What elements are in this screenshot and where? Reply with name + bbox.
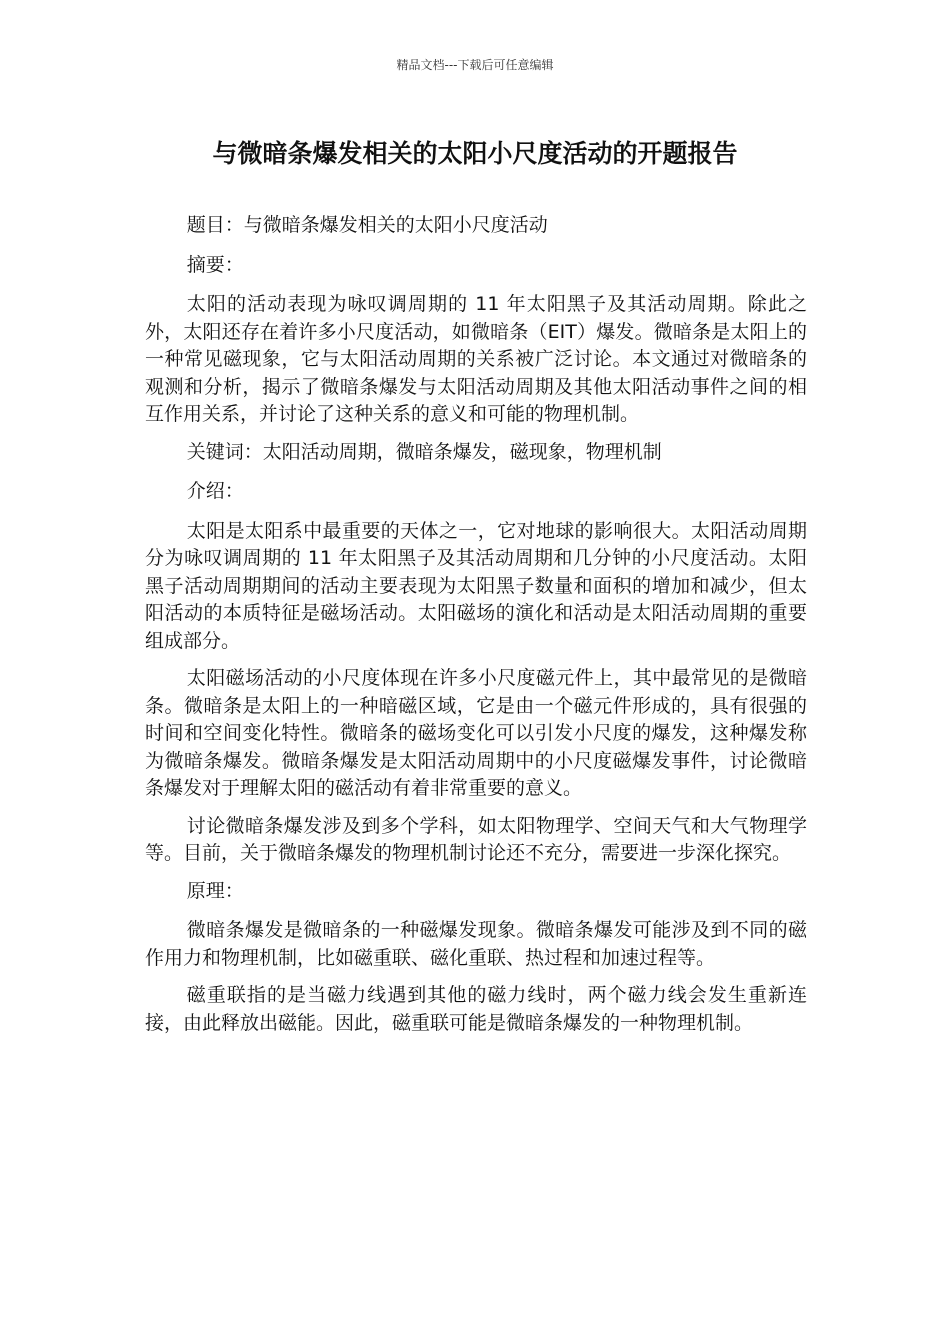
introduction-heading: 介绍： [186, 480, 244, 502]
abstract-heading: 摘要： [186, 253, 244, 276]
document-title: 与微暗条爆发相关的太阳小尺度活动的开题报告 [212, 139, 738, 168]
introduction-paragraph-2: 太阳磁场活动的小尺度体现在许多小尺度磁元件上，其中最常见的是微暗条。微暗条是太阳上的一种暗磁区域，它是由一个磁元件形成的，具有很强的时间和空间变化特性。微暗条的磁场变化可以引发小尺度的爆发，这种爆发称为微暗条爆发。微暗条爆发是太阳活动周期中的小尺度磁爆发事件，讨论微暗条爆发对于理解太阳的磁活动有着非常重要的意义。 [145, 667, 807, 799]
principle-heading: 原理： [186, 879, 244, 902]
topic-line: 题目：与微暗条爆发相关的太阳小尺度活动 [186, 214, 548, 236]
page-header: 精品文档---下载后可任意编辑 [396, 58, 554, 72]
principle-paragraph-2: 磁重联指的是当磁力线遇到其他的磁力线时，两个磁力线会发生重新连接，由此释放出磁能。因此，磁重联可能是微暗条爆发的一种物理机制。 [145, 984, 807, 1034]
principle-paragraph-1: 微暗条爆发是微暗条的一种磁爆发现象。微暗条爆发可能涉及到不同的磁作用力和物理机制，比如磁重联、磁化重联、热过程和加速过程等。 [145, 919, 807, 969]
document-body [145, 212, 807, 1047]
introduction-paragraph-3: 讨论微暗条爆发涉及到多个学科，如太阳物理学、空间天气和大气物理学等。目前，关于微暗条爆发的物理机制讨论还不充分，需要进一步深化探究。 [145, 814, 807, 864]
introduction-paragraph-1: 太阳是太阳系中最重要的天体之一，它对地球的影响很大。太阳活动周期分为咏叹调周期的 11 年太阳黑子及其活动周期和几分钟的小尺度活动。太阳黑子活动周期期间的活动主要表现为太阳黑子数量和面积的增加和减少，但太阳活动的本质特征是磁场活动。太阳磁场的演化和活动是太阳活动周期的重要组成部分。 [145, 519, 807, 652]
keywords-line: 关键词：太阳活动周期，微暗条爆发，磁现象，物理机制 [186, 440, 662, 463]
abstract-paragraph: 太阳的活动表现为咏叹调周期的 11 年太阳黑子及其活动周期。除此之外，太阳还存在着许多小尺度活动，如微暗条（EIT）爆发。微暗条是太阳上的一种常见磁现象，它与太阳活动周期的关系被广泛讨论。本文通过对微暗条的观测和分析，揭示了微暗条爆发与太阳活动周期及其他太阳活动事件之间的相互作用关系，并讨论了这种关系的意义和可能的物理机制。 [145, 293, 807, 425]
